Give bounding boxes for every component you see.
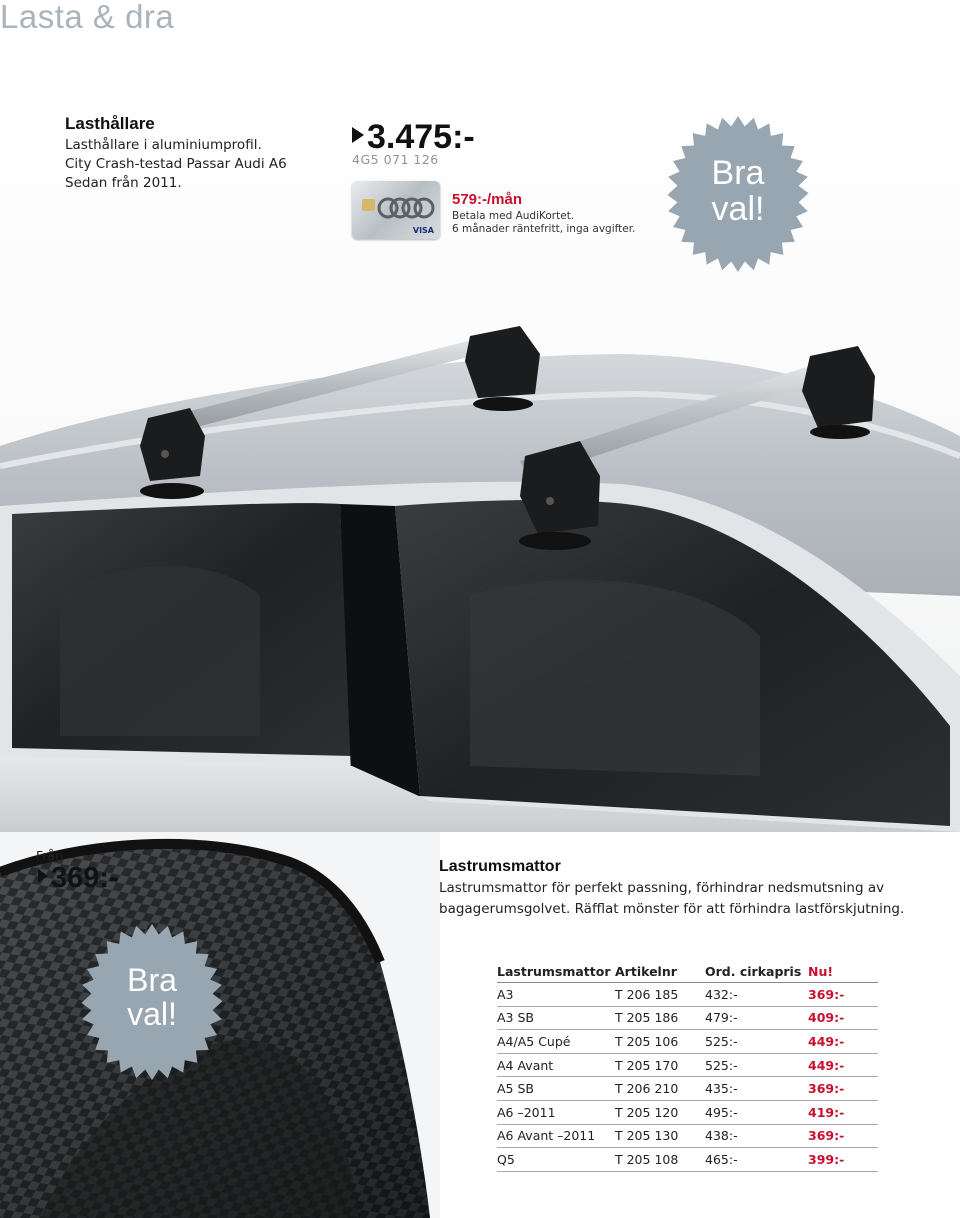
ord-price-cell: 432:- <box>705 983 808 1007</box>
column-header: Ord. cirkapris <box>705 960 808 983</box>
table-row <box>497 1124 878 1148</box>
product1-article-number: 4G5 071 126 <box>352 152 439 167</box>
now-price-cell: 419:- <box>808 1100 878 1124</box>
product1-title: Lasthållare <box>65 114 155 133</box>
article-cell: T 206 185 <box>615 983 705 1007</box>
page-title: Lasta & dra <box>0 0 175 35</box>
product1-price <box>352 120 475 154</box>
product2-price <box>38 862 119 895</box>
bra-val-badge-1 <box>658 114 818 274</box>
article-cell: T 205 108 <box>615 1148 705 1172</box>
table-row <box>497 1030 878 1054</box>
model-cell: A5 SB <box>497 1077 615 1101</box>
ord-price-cell: 525:- <box>705 1030 808 1054</box>
model-cell: A4/A5 Cupé <box>497 1030 615 1054</box>
ord-price-cell: 479:- <box>705 1006 808 1030</box>
bra-val-badge-2 <box>72 922 232 1082</box>
product2-title: Lastrumsmattor <box>439 858 561 875</box>
article-cell: T 205 120 <box>615 1100 705 1124</box>
model-cell: A3 SB <box>497 1006 615 1030</box>
product1-description <box>65 136 325 193</box>
price-arrow-icon <box>38 869 48 883</box>
now-price-cell: 369:- <box>808 983 878 1007</box>
product1-price-value: 3.475:- <box>367 118 475 156</box>
table-row <box>497 1053 878 1077</box>
model-cell: A6 Avant –2011 <box>497 1124 615 1148</box>
badge-line2: val! <box>711 190 765 228</box>
badge-line2: val! <box>127 996 177 1032</box>
table-row <box>497 983 878 1007</box>
model-cell: A3 <box>497 983 615 1007</box>
badge-line1: Bra <box>711 154 765 192</box>
article-cell: T 206 210 <box>615 1077 705 1101</box>
now-price-cell: 449:- <box>808 1030 878 1054</box>
article-cell: T 205 170 <box>615 1053 705 1077</box>
product2-price-value: 369:- <box>51 862 119 894</box>
ord-price-cell: 465:- <box>705 1148 808 1172</box>
table-row <box>497 1148 878 1172</box>
ord-price-cell: 495:- <box>705 1100 808 1124</box>
now-price-cell: 399:- <box>808 1148 878 1172</box>
table-row <box>497 1100 878 1124</box>
cargo-mat-price-table <box>497 960 878 1172</box>
article-cell: T 205 130 <box>615 1124 705 1148</box>
column-header: Artikelnr <box>615 960 705 983</box>
model-cell: A4 Avant <box>497 1053 615 1077</box>
now-price-cell: 449:- <box>808 1053 878 1077</box>
article-cell: T 205 106 <box>615 1030 705 1054</box>
table-header-row <box>497 960 878 983</box>
now-price-cell: 409:- <box>808 1006 878 1030</box>
now-price-cell: 369:- <box>808 1124 878 1148</box>
monthly-info-line2: 6 månader räntefritt, inga avgifter. <box>452 223 636 235</box>
from-label: Från <box>36 848 64 863</box>
product1-desc-line: Lasthållare i aluminiumprofil. <box>65 137 262 153</box>
audi-card-image <box>352 181 440 239</box>
column-header: Lastrumsmattor <box>497 960 615 983</box>
table-row <box>497 1077 878 1101</box>
badge-line1: Bra <box>127 962 177 998</box>
monthly-price: 579:-/mån <box>452 191 523 208</box>
price-arrow-icon <box>352 127 364 143</box>
card-brand: VISA <box>412 226 434 235</box>
product1-desc-line: City Crash-testad Passar Audi A6 <box>65 156 287 172</box>
header-bar <box>0 0 960 36</box>
ord-price-cell: 435:- <box>705 1077 808 1101</box>
product1-desc-line: Sedan från 2011. <box>65 175 182 191</box>
ord-price-cell: 438:- <box>705 1124 808 1148</box>
model-cell: Q5 <box>497 1148 615 1172</box>
table-row <box>497 1006 878 1030</box>
now-price-cell: 369:- <box>808 1077 878 1101</box>
ord-price-cell: 525:- <box>705 1053 808 1077</box>
article-cell: T 205 186 <box>615 1006 705 1030</box>
product2-description: Lastrumsmattor för perfekt passning, förhindrar nedsmutsning av bagagerumsgolvet. Räfflat mönster för att förhindra lastförskjutning. <box>439 880 905 917</box>
monthly-info-line1: Betala med AudiKortet. <box>452 210 575 222</box>
column-header: Nu! <box>808 960 878 983</box>
model-cell: A6 –2011 <box>497 1100 615 1124</box>
